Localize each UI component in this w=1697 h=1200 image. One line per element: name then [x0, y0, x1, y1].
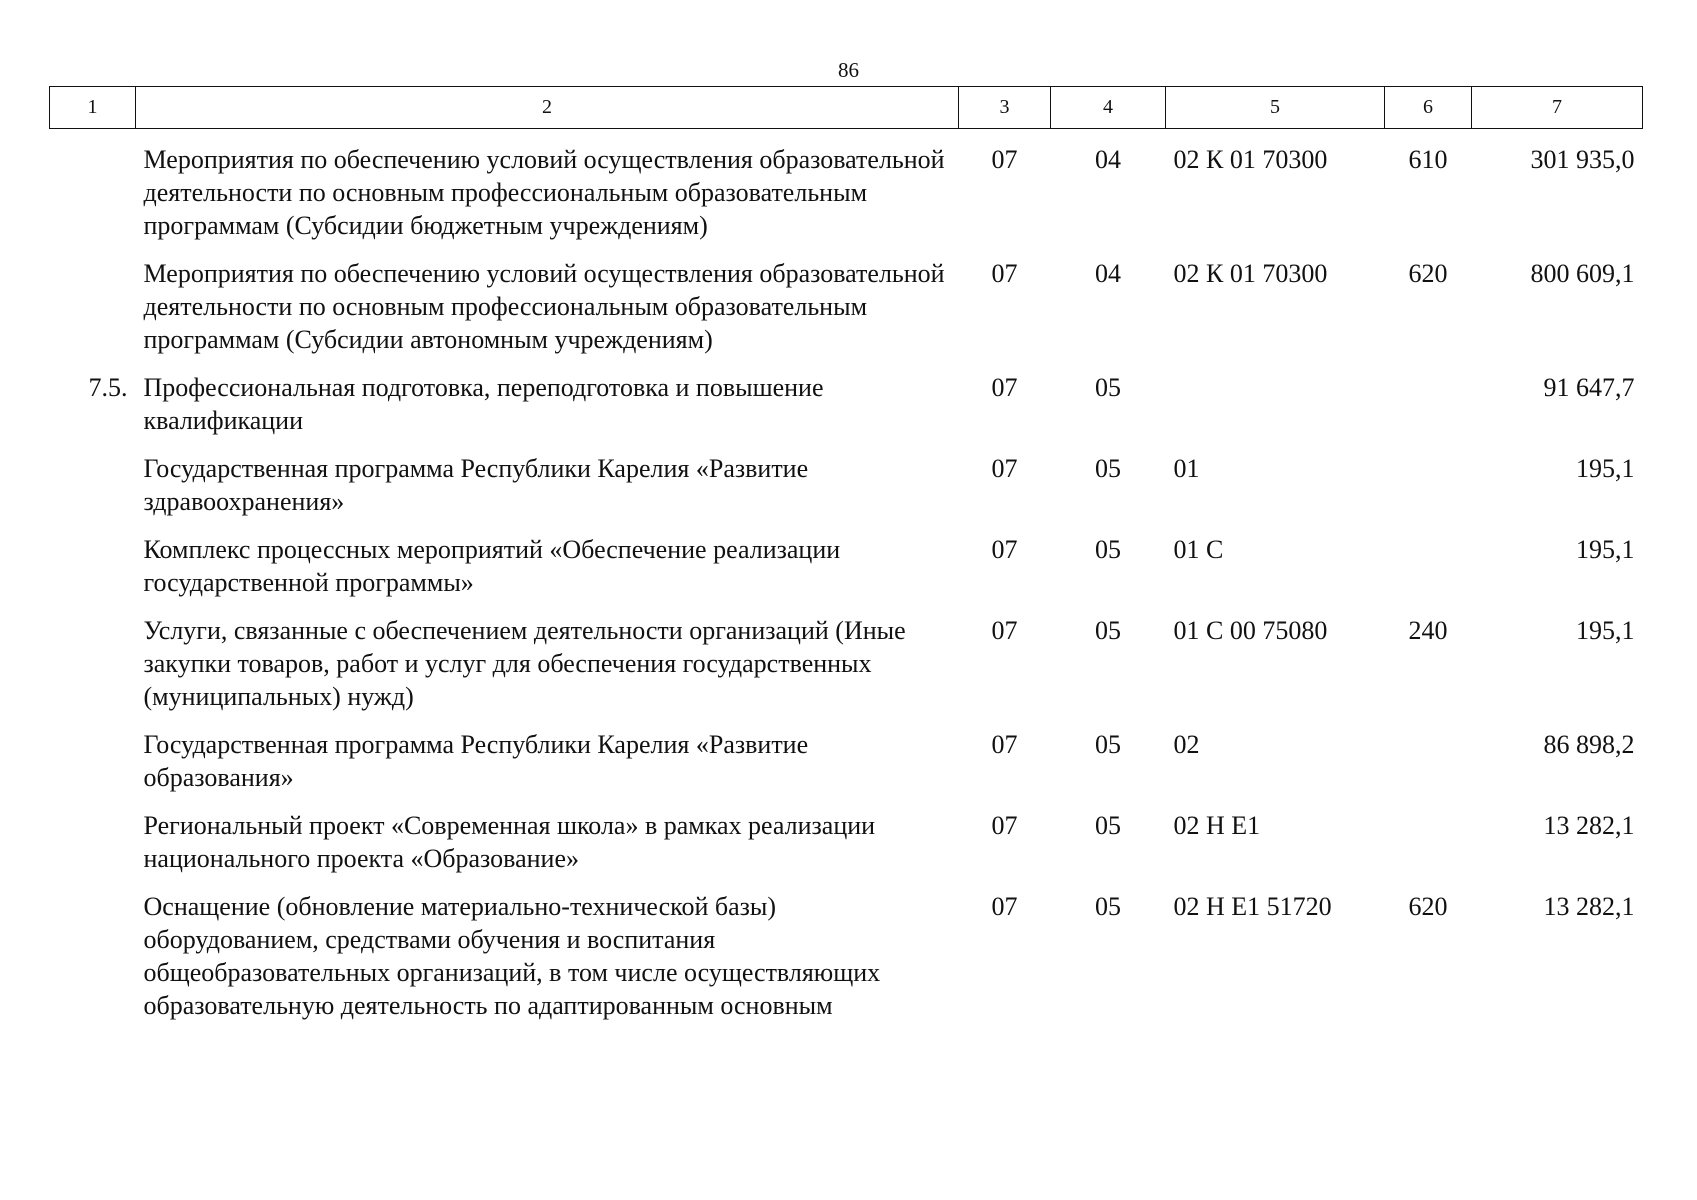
row-amount: 86 898,2 — [1543, 730, 1635, 759]
header-col-7: 7 — [1472, 87, 1643, 129]
row-subsection: 05 — [1095, 730, 1121, 759]
row-number — [50, 533, 136, 614]
row-expense-type — [1385, 371, 1472, 452]
row-expense-type — [1385, 533, 1472, 614]
header-col-3: 3 — [959, 87, 1051, 129]
row-target-code: 02 К 01 70300 — [1173, 145, 1328, 174]
row-amount: 195,1 — [1576, 454, 1635, 483]
row-target-code: 01 — [1173, 454, 1200, 483]
table-row — [50, 614, 1643, 728]
table-row — [50, 728, 1643, 809]
table-row — [50, 890, 1643, 1022]
row-number — [50, 728, 136, 809]
row-number — [50, 890, 136, 1022]
header-col-5: 5 — [1166, 87, 1385, 129]
row-section: 07 — [991, 259, 1018, 288]
row-number — [50, 614, 136, 728]
row-number — [50, 129, 136, 258]
row-subsection: 05 — [1095, 535, 1121, 564]
row-subsection: 05 — [1095, 454, 1121, 483]
row-subsection: 05 — [1095, 373, 1121, 402]
page-number: 86 — [838, 58, 859, 82]
row-amount: 13 282,1 — [1543, 892, 1635, 921]
row-target-code: 02 Н Е1 — [1173, 811, 1261, 840]
row-number — [50, 257, 136, 371]
row-amount: 13 282,1 — [1543, 811, 1635, 840]
row-expense-type: 240 — [1408, 616, 1448, 645]
row-section: 07 — [991, 730, 1018, 759]
budget-table — [49, 86, 1643, 1022]
row-section: 07 — [991, 535, 1018, 564]
header-col-1: 1 — [50, 87, 136, 129]
table-row — [50, 371, 1643, 452]
header-col-6: 6 — [1385, 87, 1472, 129]
header-col-2: 2 — [136, 87, 959, 129]
row-section: 07 — [991, 811, 1018, 840]
row-section: 07 — [991, 145, 1018, 174]
row-description: Оснащение (обновление материально-технической базы) оборудованием, средствами обучения и воспитания общеобразовательных организаций, в том числе осуществляющих образовательную деятельность по адаптированным основным — [143, 892, 881, 1020]
row-section: 07 — [991, 616, 1018, 645]
row-subsection: 05 — [1095, 892, 1121, 921]
row-description: Профессиональная подготовка, переподготовка и повышение квалификации — [143, 373, 824, 435]
row-subsection: 05 — [1095, 811, 1121, 840]
table-row — [50, 452, 1643, 533]
row-expense-type — [1385, 452, 1472, 533]
row-description: Мероприятия по обеспечению условий осуществления образовательной деятельности по основным профессиональным образовательным программам (Субсидии автономным учреждениям) — [143, 259, 945, 354]
row-expense-type — [1385, 809, 1472, 890]
row-amount: 195,1 — [1576, 616, 1635, 645]
row-target-code — [1166, 371, 1385, 452]
header-col-4: 4 — [1051, 87, 1166, 129]
row-number — [50, 452, 136, 533]
row-description: Услуги, связанные с обеспечением деятельности организаций (Иные закупки товаров, работ и услуг для обеспечения государственных (муниципальных) нужд) — [143, 616, 906, 711]
table-row — [50, 129, 1643, 258]
row-expense-type — [1385, 728, 1472, 809]
row-subsection: 04 — [1095, 145, 1121, 174]
row-description: Комплекс процессных мероприятий «Обеспечение реализации государственной программы» — [143, 535, 841, 597]
row-target-code: 02 — [1173, 730, 1200, 759]
row-expense-type: 620 — [1408, 892, 1448, 921]
table-row — [50, 533, 1643, 614]
row-amount: 195,1 — [1576, 535, 1635, 564]
row-target-code: 01 С 00 75080 — [1173, 616, 1328, 645]
row-description: Мероприятия по обеспечению условий осуществления образовательной деятельности по основным профессиональным образовательным программам (Субсидии бюджетным учреждениям) — [143, 145, 945, 240]
row-section: 07 — [991, 373, 1018, 402]
row-description: Региональный проект «Современная школа» в рамках реализации национального проекта «Образование» — [143, 811, 876, 873]
table-row — [50, 809, 1643, 890]
row-target-code: 02 К 01 70300 — [1173, 259, 1328, 288]
row-amount: 800 609,1 — [1530, 259, 1635, 288]
row-subsection: 04 — [1095, 259, 1121, 288]
row-amount: 91 647,7 — [1543, 373, 1635, 402]
row-number: 7.5. — [88, 373, 128, 402]
row-description: Государственная программа Республики Карелия «Развитие образования» — [143, 730, 809, 792]
row-section: 07 — [991, 454, 1018, 483]
row-description: Государственная программа Республики Карелия «Развитие здравоохранения» — [143, 454, 809, 516]
header-row — [50, 87, 1643, 129]
row-target-code: 02 Н Е1 51720 — [1173, 892, 1332, 921]
table-row — [50, 257, 1643, 371]
row-target-code: 01 С — [1173, 535, 1224, 564]
row-section: 07 — [991, 892, 1018, 921]
row-expense-type: 620 — [1408, 259, 1448, 288]
row-number — [50, 809, 136, 890]
row-expense-type: 610 — [1408, 145, 1448, 174]
row-subsection: 05 — [1095, 616, 1121, 645]
row-amount: 301 935,0 — [1530, 145, 1635, 174]
